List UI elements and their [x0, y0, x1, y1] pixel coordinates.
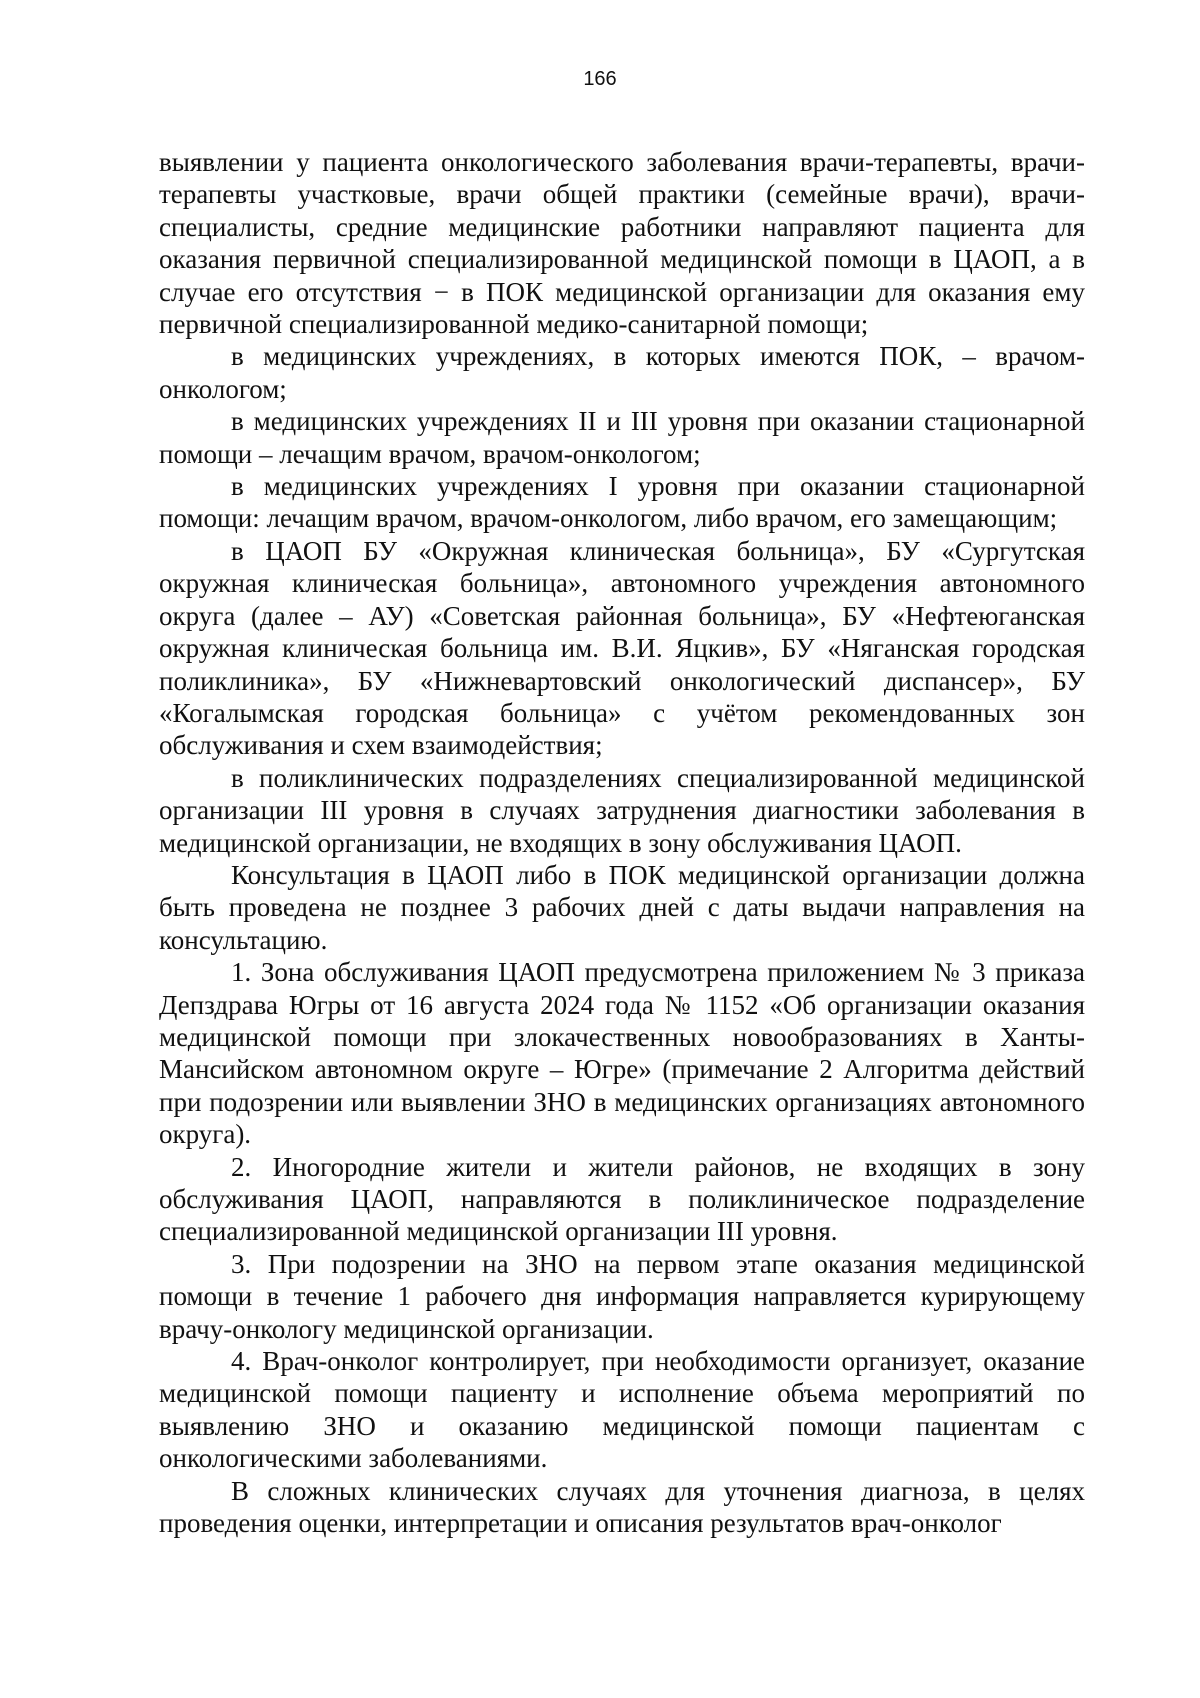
- paragraph: в поликлинических подразделениях специализированной медицинской организации III уровня в случаях затруднения диагностики заболевания в медицинской организации, не входящих в зону обслуживания ЦАОП.: [159, 762, 1085, 858]
- paragraph: в медицинских учреждениях, в которых имеются ПОК, – врачом-онкологом;: [159, 341, 1085, 404]
- paragraph: 4. Врач-онколог контролирует, при необходимости организует, оказание медицинской помощи пациенту и исполнение объема мероприятий по выявлению ЗНО и оказанию медицинской помощи пациентам с онкологическими заболеваниями.: [159, 1346, 1085, 1474]
- paragraph: в ЦАОП БУ «Окружная клиническая больница», БУ «Сургутская окружная клиническая больница», автономного учреждения автономного округа (далее – АУ) «Советская районная больница», БУ «Нефтеюганская окружная клиническая больница им. В.И. Яцкив», БУ «Няганская городская поликлиника», БУ «Нижневартовский онкологический диспансер», БУ «Когалымская городская больница» с учётом рекомендованных зон обслуживания и схем взаимодействия;: [159, 535, 1085, 761]
- paragraph: Консультация в ЦАОП либо в ПОК медицинской организации должна быть проведена не позднее 3 рабочих дней с даты выдачи направления на консультацию.: [159, 859, 1085, 955]
- paragraph: В сложных клинических случаях для уточнения диагноза, в целях проведения оценки, интерпретации и описания результатов врач-онколог: [159, 1475, 1085, 1539]
- paragraph: выявлении у пациента онкологического заболевания врачи-терапевты, врачи-терапевты участковые, врачи общей практики (семейные врачи), врачи-специалисты, средние медицинские работники направляют пациента для оказания первичной специализированной медицинской помощи в ЦАОП, а в случае его отсутствия − в ПОК медицинской организации для оказания ему первичной специализированной медико-санитарной помощи;: [159, 147, 1085, 340]
- paragraph: 2. Иногородние жители и жители районов, не входящих в зону обслуживания ЦАОП, направляются в поликлиническое подразделение специализированной медицинской организации III уровня.: [159, 1151, 1085, 1247]
- paragraph: в медицинских учреждениях I уровня при оказании стационарной помощи: лечащим врачом, врачом-онкологом, либо врачом, его замещающим;: [159, 471, 1085, 534]
- page-number: 166: [583, 68, 617, 90]
- paragraph: в медицинских учреждениях II и III уровня при оказании стационарной помощи – лечащим врачом, врачом-онкологом;: [159, 406, 1085, 469]
- paragraph: 1. Зона обслуживания ЦАОП предусмотрена приложением № 3 приказа Депздрава Югры от 16 августа 2024 года № 1152 «Об организации оказания медицинской помощи при злокачественных новообразованиях в Ханты-Мансийском автономном округе – Югре» (примечание 2 Алгоритма действий при подозрении или выявлении ЗНО в медицинских организациях автономного округа).: [159, 957, 1085, 1150]
- paragraph: 3. При подозрении на ЗНО на первом этапе оказания медицинской помощи в течение 1 рабочего дня информация направляется курирующему врачу-онкологу медицинской организации.: [159, 1248, 1085, 1344]
- document-body: [159, 146, 1085, 1539]
